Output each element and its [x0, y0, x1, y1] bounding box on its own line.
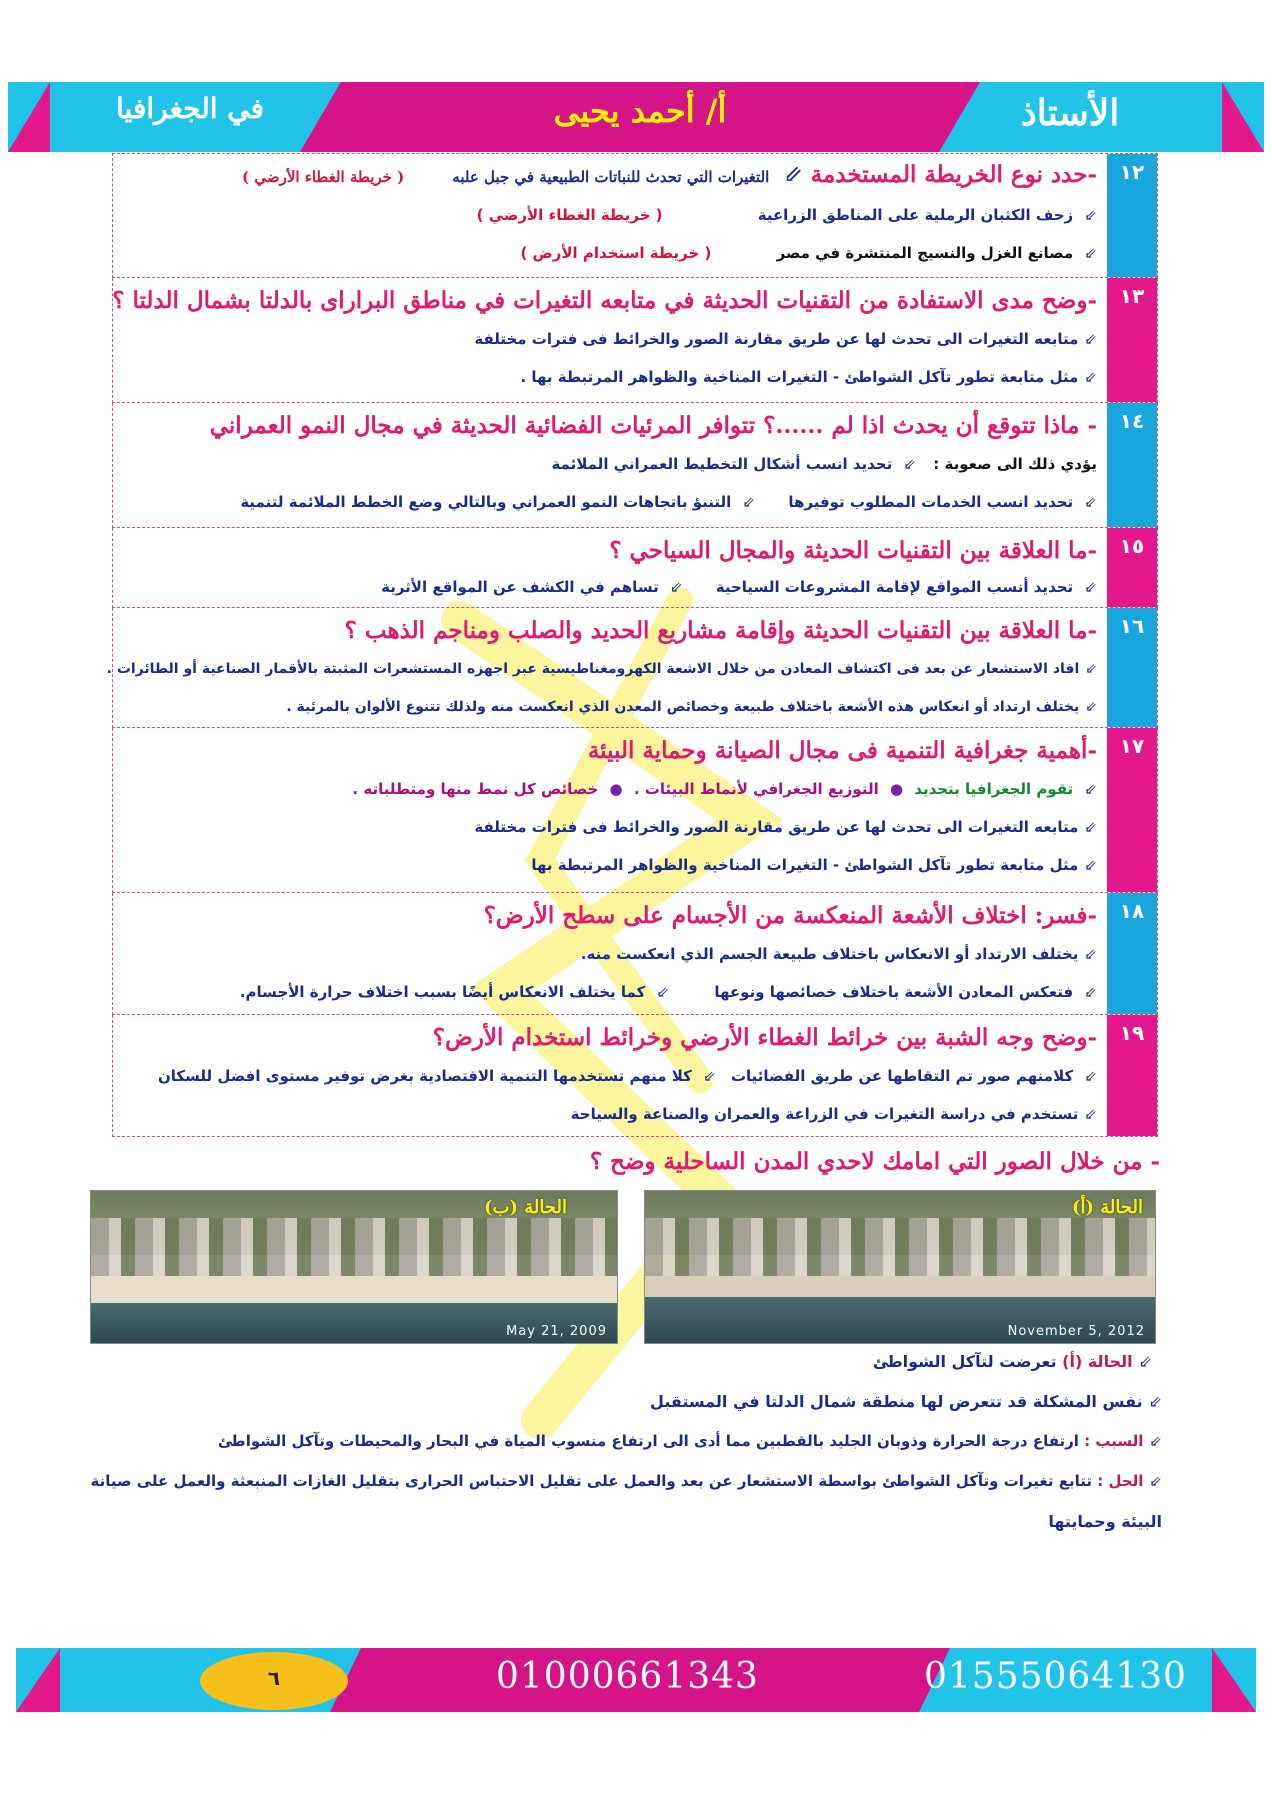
answer-text: التنبؤ باتجاهات النمو العمراني وبالتالي وضع الخطط الملائمة لتنمية	[240, 493, 732, 511]
question-row-16	[106, 608, 1158, 728]
answer-text: كلامنهم صور تم التقاطها عن طريق الفضائيات	[730, 1067, 1074, 1085]
answer-text: مصانع الغزل والنسيج المنتشرة في مصر	[776, 244, 1074, 262]
arrow-bullet-icon: ⇙	[1138, 1352, 1152, 1371]
answer-text: تحديد انسب أشكال التخطيط العمراني الملائمة	[551, 455, 893, 473]
question-title: - ماذا تتوقع أن يحدث اذا لم ......؟ تتوافر المرئيات الفضائية الحديثة في مجال النمو العمراني	[209, 412, 1097, 439]
arrow-bullet-icon: ⇙	[1084, 945, 1097, 963]
arrow-bullet-icon: ⇙	[1084, 856, 1097, 874]
photo-date: November 5, 2012	[1007, 1324, 1145, 1339]
photo-label: الحالة (أ)	[1071, 1197, 1143, 1218]
arrow-bullet-icon: ⇙	[1084, 780, 1097, 798]
photo-question: - من خلال الصور التي امامك لاحدي المدن الساحلية وضح ؟	[589, 1148, 1160, 1175]
answer-text: كلا منهم تستخدمها التنمية الاقتصادية بغرض توفير مستوى افضل للسكان	[157, 1067, 692, 1085]
answer-text: كما يختلف الانعكاس أيضًا بسبب اختلاف حرارة الأجسام.	[239, 983, 646, 1001]
answer-text: متابعه التغيرات الى تحدث لها عن طريق مقارنة الصور والخرائط فى فترات مختلفة	[474, 330, 1079, 348]
answer-text: تحديد انسب الخدمات المطلوب توفيرها	[788, 493, 1074, 511]
arrow-bullet-icon: ⇙	[1084, 368, 1097, 386]
arrow-bullet-icon: ⇙	[1148, 1392, 1162, 1411]
question-number: ١٢	[1107, 154, 1157, 277]
answer-map-type: ( خريطة الغطاء الأرضي )	[476, 206, 663, 224]
phone-number-2: 01555064130	[924, 1656, 1187, 1697]
answer-text: فتعكس المعادن الأشعة باختلاف خصائصها ونوعها	[714, 983, 1074, 1001]
arrow-bullet-icon: ⇙	[669, 578, 683, 596]
arrow-bullet-icon: ⇙	[1084, 493, 1097, 511]
arrow-bullet-icon: ⇙	[1149, 1472, 1162, 1490]
question-number: ١٣	[1107, 278, 1157, 402]
answer-line-5: البيئة وحمايتها	[1048, 1512, 1162, 1531]
question-number: ١٦	[1107, 608, 1157, 727]
question-title: -حدد نوع الخريطة المستخدمة	[810, 161, 1097, 188]
phone-number-1: 01000661343	[496, 1656, 759, 1697]
question-title: -وضح مدى الاستفادة من التقنيات الحديثة في متابعه التغيرات في مناطق البراراى بالدلتا بشمال الدلتا ؟	[112, 287, 1097, 314]
question-row-13	[112, 278, 1158, 403]
header-subject: في الجغرافيا	[116, 92, 264, 125]
answer-text: يختلف الارتداد أو الانعكاس باختلاف طبيعة الجسم الذي انعكست منه.	[580, 945, 1079, 963]
answer-text: افاد الاستشعار عن بعد فى اكتشاف المعادن من خلال الاشعة الكهرومغناطيسية عبر اجهزه المستشعرات المثبتة بالأقمار الصناعية أو الطائرات .	[106, 661, 1080, 677]
arrow-bullet-icon: ⇙	[1084, 330, 1097, 348]
question-number: ١٩	[1107, 1015, 1157, 1136]
answer-text: مثل متابعة تطور تآكل الشواطئ - التغيرات المناخية والظواهر المرتبطة بها .	[520, 368, 1079, 386]
question-title: -وضح وجه الشبة بين خرائط الغطاء الأرضي وخرائط استخدام الأرض؟	[432, 1024, 1097, 1051]
page-number: ٦	[200, 1652, 348, 1710]
question-number: ١٧	[1107, 728, 1157, 892]
arrow-bullet-icon: ⇙	[742, 493, 756, 511]
answer-text: تساهم في الكشف عن المواقع الأثرية	[381, 578, 659, 596]
question-title: -ما العلاقة بين التقنيات الحديثة والمجال السياحي ؟	[609, 537, 1097, 564]
questions-table	[106, 153, 1158, 1137]
answer-text: زحف الكثبان الرملية على المناطق الزراعية	[757, 206, 1074, 224]
question-title: -فسر: اختلاف الأشعة المنعكسة من الأجسام على سطح الأرض؟	[483, 902, 1097, 929]
question-row-19	[112, 1015, 1158, 1137]
answer-text: تستخدم في دراسة التغيرات في الزراعة والعمران والصناعة والسياحة	[570, 1105, 1079, 1123]
question-title: -أهمية جغرافية التنمية فى مجال الصيانة وحماية البيئة	[587, 737, 1097, 764]
arrow-bullet-icon: ⇙	[1084, 1067, 1097, 1085]
answer-line-3: ⇙السبب : ارتفاع درجة الحرارة وذوبان الجليد بالقطبين مما أدى الى ارتفاع منسوب المياة في البحار والمحيطات وتآكل الشواطئ	[217, 1432, 1162, 1450]
arrow-bullet-icon: ⇙	[1085, 699, 1097, 715]
answer-line-2: ⇙نفس المشكلة قد تتعرض لها منطقة شمال الدلتا في المستقبل	[650, 1392, 1162, 1411]
arrow-bullet-icon: ⇙	[1085, 661, 1097, 677]
answer-text: تقوم الجغرافيا بتحديد	[914, 780, 1074, 798]
arrow-bullet-icon: ⇙	[1084, 818, 1097, 836]
question-number: ١٤	[1107, 403, 1157, 527]
header-teacher-name: أ/ أحمد يحيى	[553, 92, 727, 130]
photo-case-b	[90, 1190, 618, 1344]
arrow-bullet-icon: ⇙	[903, 455, 917, 473]
dot-bullet-icon: ●	[889, 780, 904, 798]
arrow-bullet-icon: ⇙	[703, 1067, 716, 1085]
question-row-17	[112, 728, 1158, 893]
arrow-bullet-icon: ⇙	[1084, 206, 1097, 224]
dot-bullet-icon: ●	[609, 780, 623, 798]
question-number: ١٨	[1107, 893, 1157, 1014]
arrow-bullet-icon: ⇙	[1084, 244, 1097, 262]
answer-text: التغيرات التي تحدث للنباتات الطبيعية في جبل علبه	[452, 168, 770, 186]
answer-line-4: ⇙الحل : تتابع تغيرات وتآكل الشواطئ بواسطة الاستشعار عن بعد والعمل على تقليل الاحتباس الحرارى بتقليل الغازات المنبعثة والعمل على صيانة	[90, 1472, 1162, 1490]
answer-text: خصائص كل نمط منها ومتطلباته .	[352, 780, 599, 798]
answer-lead: يؤدي ذلك الى صعوبة :	[933, 455, 1097, 473]
answer-text: مثل متابعة تطور تآكل الشواطئ - التغيرات المناخية والظواهر المرتبطة بها	[531, 856, 1079, 874]
answer-text: يختلف ارتداد أو انعكاس هذه الأشعة باختلاف طبيعة وخصائص المعدن الذي انعكست منه ولذلك تتنوع الألوان بالمرئية .	[286, 699, 1080, 715]
arrow-bullet-icon: ⇙	[656, 983, 670, 1001]
header-title: الأستاذ	[1020, 92, 1120, 134]
arrow-bullet-icon: ⇙	[783, 162, 803, 188]
answer-map-type: ( خريطة الغطاء الأرضي )	[242, 168, 405, 186]
answer-map-type: ( خريطة استخدام الأرض )	[520, 244, 712, 262]
answer-line-1: ⇙الحالة (أ) تعرضت لتآكل الشواطئ	[872, 1352, 1152, 1371]
arrow-bullet-icon: ⇙	[1084, 983, 1097, 1001]
question-title: -ما العلاقة بين التقنيات الحديثة وإقامة مشاريع الحديد والصلب ومناجم الذهب ؟	[344, 617, 1097, 644]
arrow-bullet-icon: ⇙	[1084, 578, 1097, 596]
photo-label: الحالة (ب)	[484, 1197, 567, 1218]
question-row-15	[112, 528, 1158, 608]
photo-case-a	[644, 1190, 1156, 1344]
answer-text: متابعه التغيرات الى تحدث لها عن طريق مقارنة الصور والخرائط فى فترات مختلفة	[474, 818, 1079, 836]
question-row-12	[112, 153, 1158, 278]
question-number: ١٥	[1107, 528, 1157, 607]
question-row-18	[112, 893, 1158, 1015]
arrow-bullet-icon: ⇙	[1084, 1105, 1097, 1123]
arrow-bullet-icon: ⇙	[1149, 1432, 1162, 1450]
photo-date: May 21, 2009	[506, 1324, 607, 1339]
question-row-14	[112, 403, 1158, 528]
answer-text: التوزيع الجغرافي لأنماط البيئات .	[633, 780, 879, 798]
answer-text: تحديد أنسب المواقع لإقامة المشروعات السياحية	[715, 578, 1074, 596]
